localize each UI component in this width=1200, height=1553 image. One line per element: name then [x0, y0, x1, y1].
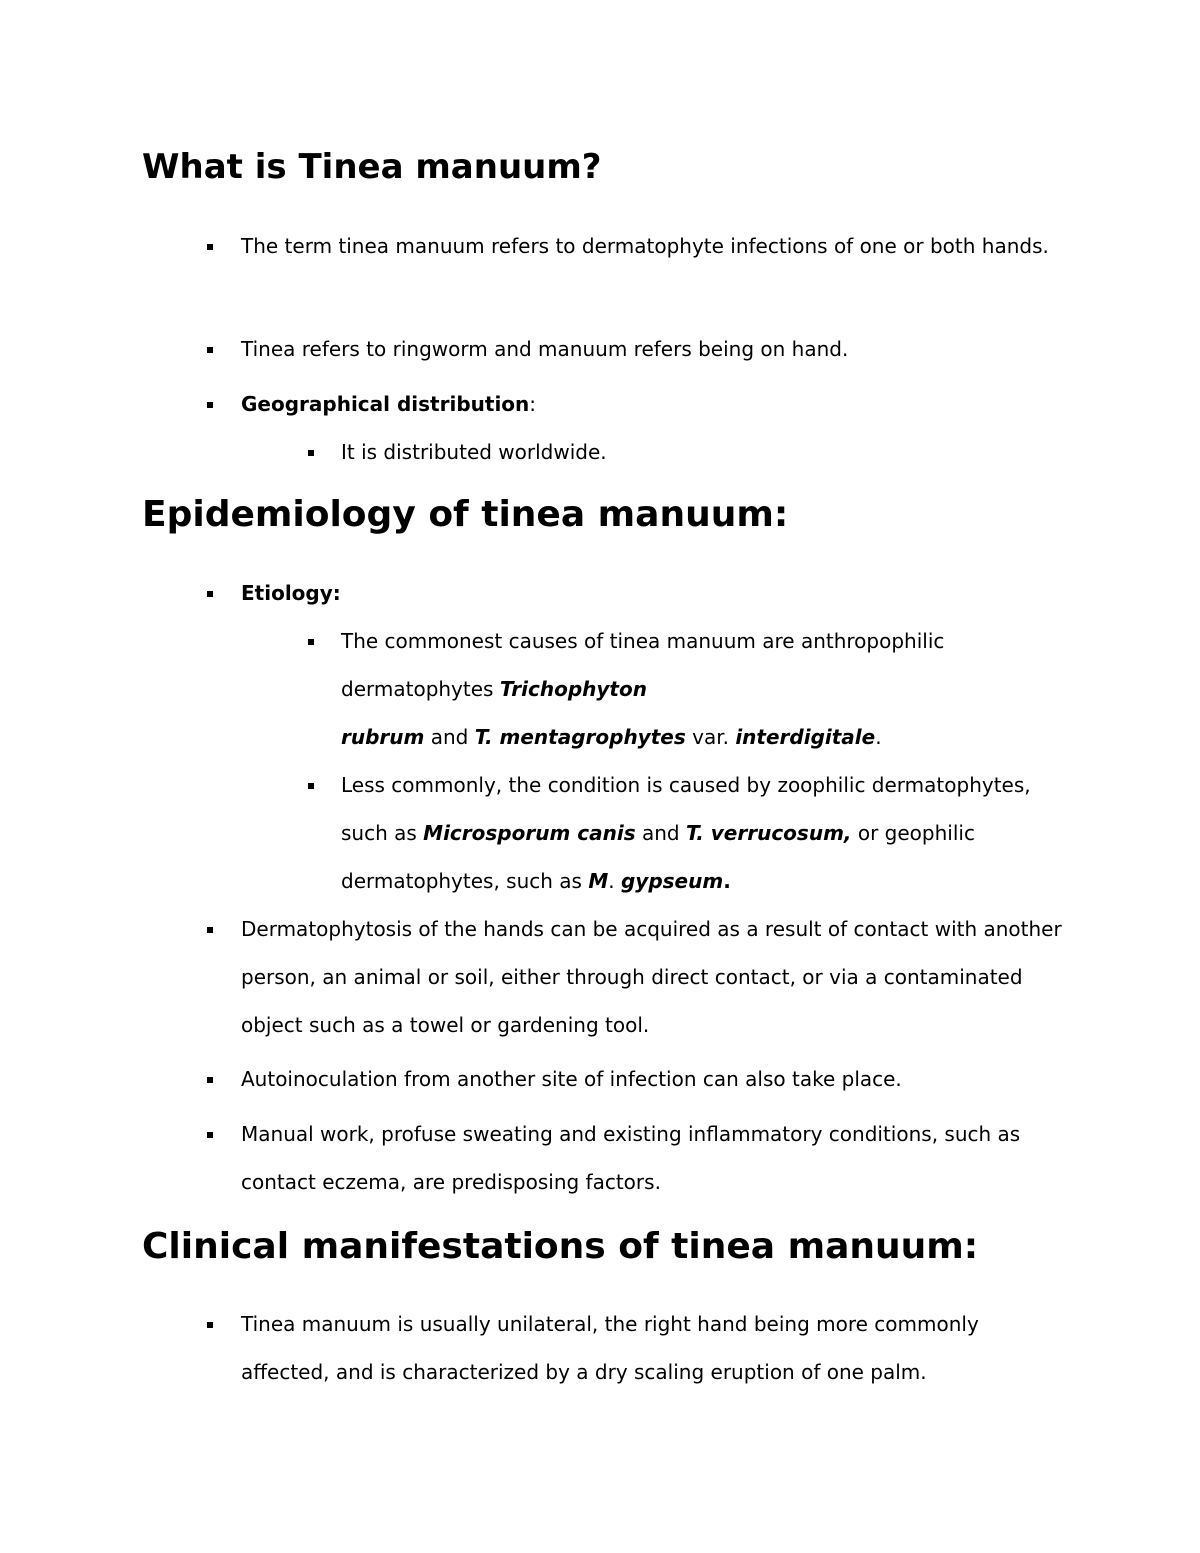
list-item-etiology [241, 569, 1071, 617]
bullet-icon [308, 639, 314, 645]
list-item-geographical-distribution [241, 380, 1071, 428]
section-heading-what-is: What is Tinea manuum? [142, 147, 602, 187]
list-item-text: Manual work, profuse sweating and existing inflammatory conditions, such as contact eczema, are predisposing factors. [241, 1122, 1021, 1194]
species-name: rubrum [341, 725, 425, 749]
bullet-icon [207, 927, 213, 933]
section-heading-clinical-manifestations: Clinical manifestations of tinea manuum: [142, 1226, 979, 1267]
list-item-text: It is distributed worldwide. [341, 440, 607, 464]
list-item [241, 1300, 1071, 1396]
list-item-text: Autoinoculation from another site of infection can also take place. [241, 1067, 902, 1091]
etiology-label: Etiology: [241, 581, 341, 605]
bullet-icon [308, 783, 314, 789]
sub-list-item-commonest-causes [341, 617, 981, 761]
section-heading-epidemiology: Epidemiology of tinea manuum: [142, 494, 789, 535]
text-span: var. [685, 725, 736, 749]
species-name: T. verrucosum, [685, 821, 852, 845]
text-span: Less commonly, the condition is caused by zoophilic dermatophytes, such as [341, 773, 1031, 845]
species-name: T. mentagrophytes [474, 725, 686, 749]
text-span: The commonest causes of tinea manuum are anthropophilic dermatophytes [341, 629, 945, 701]
bullet-icon [207, 402, 213, 408]
bullet-icon [207, 591, 213, 597]
species-name: Microsporum canis [423, 821, 636, 845]
text-span: . [608, 869, 621, 893]
list-item [241, 222, 1071, 270]
colon: : [529, 392, 537, 416]
list-item-text: Tinea refers to ringworm and manuum refers being on hand. [241, 337, 849, 361]
list-item-text: Dermatophytosis of the hands can be acquired as a result of contact with another person, an animal or soil, either through direct contact, or via a contaminated object such as a towel or gardening tool. [241, 917, 1062, 1037]
text-span: or geophilic dermatophytes, such as [341, 821, 975, 893]
list-item [241, 905, 1071, 1049]
sub-list-item [341, 428, 1071, 476]
list-item-text: Tinea manuum is usually unilateral, the right hand being more commonly affected, and is characterized by a dry scaling eruption of one palm. [241, 1312, 979, 1384]
text-span: and [635, 821, 686, 845]
text-span: . [723, 869, 731, 893]
bullet-icon [308, 450, 314, 456]
bullet-icon [207, 1132, 213, 1138]
geographical-distribution-label: Geographical distribution [241, 392, 530, 416]
bullet-icon [207, 1077, 213, 1083]
text-span: . [875, 725, 882, 749]
text-span: and [424, 725, 475, 749]
bullet-icon [207, 1322, 213, 1328]
bullet-icon [207, 347, 213, 353]
list-item [241, 1110, 1071, 1206]
bullet-icon [207, 244, 213, 250]
species-name: Trichophyton [499, 677, 647, 701]
list-item-text: The term tinea manuum refers to dermatophyte infections of one or both hands. [241, 234, 1049, 258]
species-name: gypseum [620, 869, 724, 893]
list-item [241, 325, 1071, 373]
list-item [241, 1055, 1071, 1103]
species-name: M [588, 869, 609, 893]
sub-list-item-less-common-causes [341, 761, 1071, 905]
species-name: interdigitale [735, 725, 876, 749]
